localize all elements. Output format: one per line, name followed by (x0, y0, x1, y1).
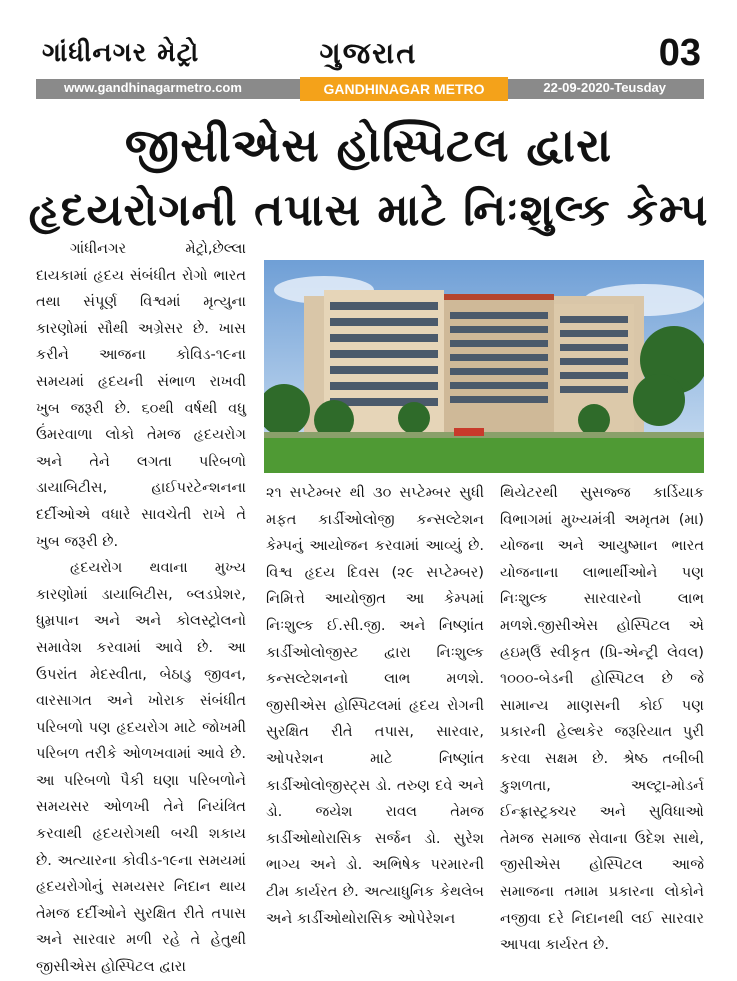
info-bar (36, 79, 704, 99)
article-column-2 (266, 480, 484, 932)
paper-label: GANDHINAGAR METRO (300, 77, 508, 101)
article-paragraph: ૨૧ સપ્ટેમ્બર થી ૩૦ સપ્ટેમ્બર સુધી મફત કાર્ડીઓલોજી કન્સલ્ટેશન કેમ્પનું આયોજન કરવામાં આવ્યું છે. વિશ્વ હૃદય દિવસ (૨૯ સપ્ટેમ્બર) નિમિત્તે આયોજીત આ કેમ્પમાં નિઃશુલ્ક ઈ.સી.જી. અને નિષ્ણાંત કાર્ડીઓલોજીસ્ટ દ્વારા નિઃશુલ્ક કન્સલ્ટેશનનો લાભ મળશે. જીસીએસ હોસ્પિટલમાં હૃદય રોગની સુરક્ષિત રીતે તપાસ, સારવાર, ઓપરેશન માટે નિષ્ણાંત કાર્ડીઓલોજીસ્ટ્સ ડો. તરુણ દવે અને ડો. જયેશ રાવલ તેમજ કાર્ડીઓથોરાસિક સર્જન ડો. સુરેશ ભાગ્ય અને ડો. અભિષેક પરમારની ટીમ કાર્યરત છે. અત્યાધુનિક કેથલેબ અને કાર્ડીઓથોરાસિક ઓપેરેશન (266, 484, 484, 927)
paper-brand: ગાંધીનગર મેટ્રો (42, 38, 200, 68)
headline-line-2: હૃદયરોગની તપાસ માટે નિઃશુલ્ક કેમ્પ (28, 185, 709, 236)
headline-line-1: જીસીએસ હોસ્પિટલ દ્વારા (124, 118, 613, 172)
article-paragraph: ગાંધીનગર મેટ્રો,છેલ્લા દાયકામાં હૃદય સંબંધીત રોગો ભારત તથા સંપૂર્ણ વિશ્વમાં મૃત્યુના કારણોમાં સૌથી અગ્રેસર છે. ખાસ કરીને આજના કોવિડ-૧૯ના સમયમાં હૃદયની સંભાળ રાખવી ખુબ જરૂરી છે. ૬૦થી વર્ષથી વધુ ઉંમરવાળા લોકો તેમજ હૃદયરોગ અને તેને લગતા પરિબળો ડાયાબિટીસ, હાઈપરટેન્શનના દર્દીઓએ વધારે સાવચેતી રાખે તે ખુબ જરૂરી છે. (36, 240, 246, 550)
article-column-1 (36, 236, 246, 981)
section-title: ગુજરાત (319, 36, 418, 70)
article-paragraph: થિયેટરથી સુસજ્જ કાર્ડિયાક વિભાગમાં મુખ્યમંત્રી અમૃતમ (મા) યોજના અને આયુષ્માન ભારત યોજનાના લાભાર્થીઓને પણ નિઃશુલ્ક સારવારનો લાભ મળશે.જીસીએસ હોસ્પિટલ એ હ્રઇમ્ઉઁ સ્વીકૃત (પ્રિ-એન્ટ્રી લેવલ) ૧૦૦૦-બેડની હોસ્પિટલ છે જે સામાન્ય માણસની કોઈ પણ પ્રકારની હેલ્થકેર જરૂરિયાત પુરી કરવા સક્ષમ છે. શ્રેષ્ઠ તબીબી કુશળતા, અલ્ટ્રા-મોડર્ન ઈન્ફ્રાસ્ટ્રક્ચર અને સુવિધાઓ તેમજ સમાજ સેવાના ઉદેશ સાથે, જીસીએસ હોસ્પિટલ આજે સમાજના તમામ પ્રકારના લોકોને નજીવા દરે નિદાનથી લઈ સારવાર આપવા કાર્યરત છે. (500, 484, 704, 954)
article-paragraph: હૃદયરોગ થવાના મુખ્ય કારણોમાં ડાયાબિટીસ, બ્લડપ્રેશર, ધુમ્રપાન અને અને કોલસ્ટ્રોલનો સમાવેશ કરવામાં આવે છે. આ ઉપરાંત મેદસ્વીતા, બેઠાડુ જીવન, વારસાગત અને ખોરાક સંબંધીત પરિબળો પણ હૃદયરોગ માટે જોખમી પરિબળ તરીકે ઓળખવામાં આવે છે. આ પરિબળો પૈકી ઘણા પરિબળોને સમયસર ઓળખી તેને નિયંત્રિત કરવાથી હૃદયરોગથી બચી શકાય છે. અત્યારના કોવીડ-૧૯ના સમયમાં હૃદયરોગોનું સમયસર નિદાન થાય તેમજ દર્દીઓને સુરક્ષિત રીતે તપાસ અને સારવાર મળી રહે તે હેતુથી જીસીએસ હોસ્પિટલ દ્વારા (36, 559, 246, 976)
masthead (0, 0, 737, 100)
hospital-photo (264, 260, 704, 473)
page-number: 03 (658, 32, 701, 74)
article-column-3 (500, 480, 704, 959)
issue-date: 22-09-2020-Teusday (543, 80, 666, 95)
website-link[interactable]: www.gandhinagarmetro.com (64, 80, 242, 95)
